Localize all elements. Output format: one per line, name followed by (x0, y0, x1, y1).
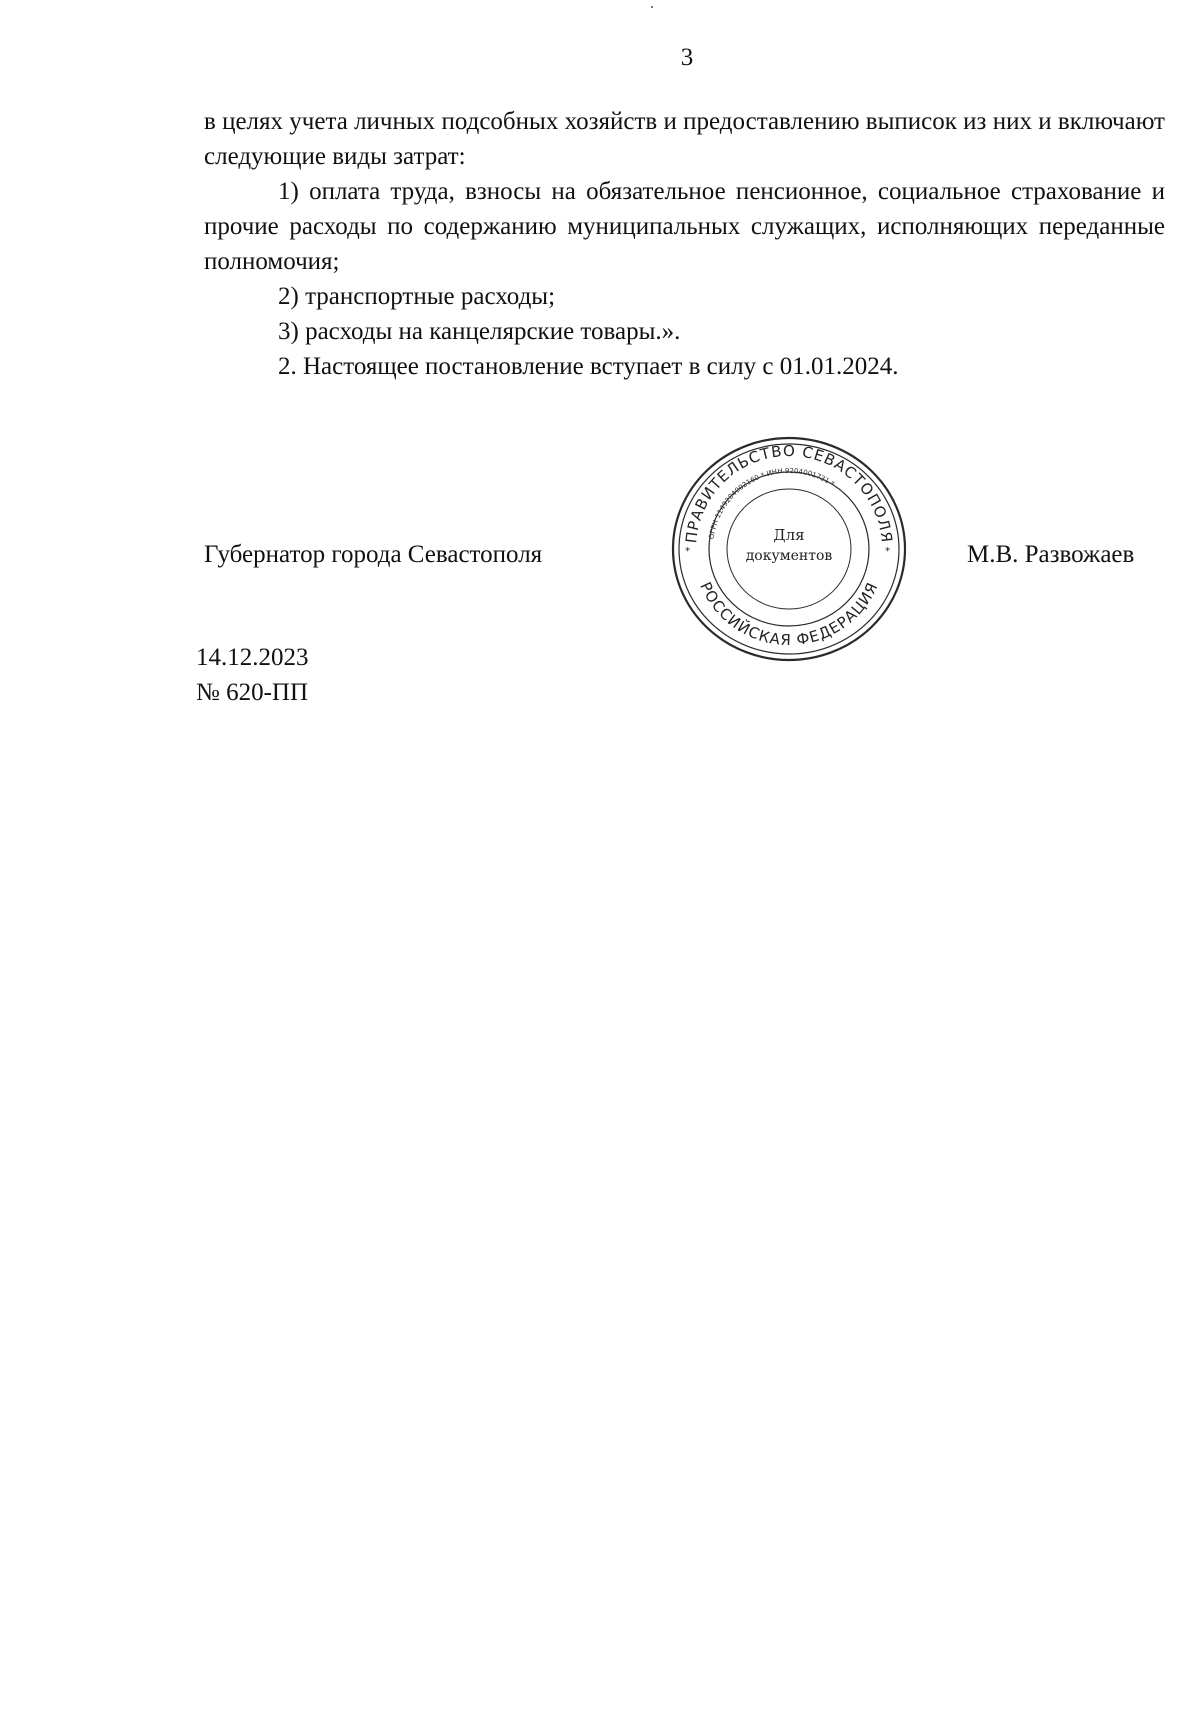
document-body (204, 104, 1165, 384)
document-number: № 620-ПП (196, 679, 309, 706)
svg-text:РОССИЙСКАЯ ФЕДЕРАЦИЯ (696, 579, 881, 649)
svg-text:*: * (885, 546, 890, 557)
page-number: 3 (680, 44, 694, 71)
seal-outer-text-top: ПРАВИТЕЛЬСТВО СЕВАСТОПОЛЯ (682, 441, 896, 545)
document-date: 14.12.2023 (196, 644, 309, 671)
signatory-name: М.В. Развожаев (967, 541, 1135, 568)
scan-speck (651, 6, 653, 8)
seal-center-line-1: Для (773, 526, 805, 544)
clause-2: 2. Настоящее постановление вступает в силу с 01.01.2024. (278, 353, 899, 380)
official-seal (669, 432, 909, 662)
paragraph-continuation: в целях учета личных подсобных хозяйств и предоставлению выписок из них и включают следующие виды затрат: (204, 108, 1165, 170)
list-item-1: 1) оплата труда, взносы на обязательное пенсионное, социальное страхование и прочие расходы по содержанию муниципальных служащих, исполняющих переданные полномочия; (204, 178, 1165, 275)
signatory-role: Губернатор города Севастополя (204, 541, 543, 568)
svg-text:*: * (685, 546, 690, 557)
list-item-3: 3) расходы на канцелярские товары.». (278, 318, 681, 345)
list-item-2: 2) транспортные расходы; (278, 283, 556, 310)
seal-center-line-2: документов (745, 548, 833, 564)
seal-outer-text-bottom: РОССИЙСКАЯ ФЕДЕРАЦИЯ (696, 579, 882, 650)
seal-inner-text: ОГРН 1149204002160 * ИНН 9204001731 * (707, 466, 836, 540)
